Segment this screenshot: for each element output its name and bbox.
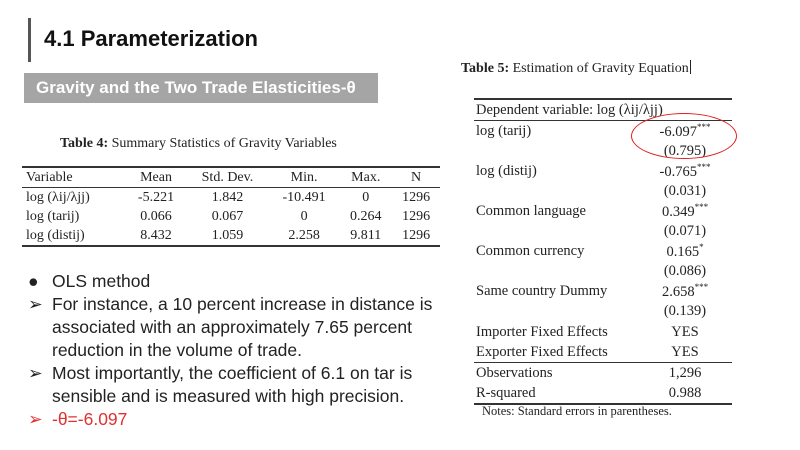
table-row [22,188,440,208]
row-label: R-squared [474,383,638,404]
row-value: 0.988 [638,383,732,404]
row-value: YES [671,323,699,340]
table-row [474,383,732,404]
significance-stars: *** [694,282,709,293]
text-cursor [690,60,691,74]
row-label: Observations [474,363,638,384]
table-row [22,226,440,246]
bullet-text: Most importantly, the coefficient of 6.1 on tar is sensible and is measured with high precision. [52,363,413,406]
table-cell: 0 [362,189,370,205]
table-cell: 2.258 [269,226,339,246]
table-cell: 8.432 [126,226,186,246]
table5-notes: Notes: Standard errors in parentheses. [482,404,672,418]
table-cell: -10.491 [282,189,326,205]
table4-header-cell: Max. [339,167,392,188]
coefficient-value: 0.349 [661,203,695,220]
arrow-bullet-icon: ➢ [28,294,43,314]
row-value: 1,296 [638,363,732,384]
section-banner [24,73,378,103]
coefficient-value: -6.097 [659,123,697,140]
table-cell: 1.842 [211,189,244,205]
bullet-text: For instance, a 10 percent increase in distance is associated with an approximately 7.65 percent reduction in the volume of trade. [52,294,433,360]
coefficient-value: 2.658 [661,284,695,301]
significance-stars: *** [696,161,711,172]
table-cell: 0.066 [140,208,172,224]
row-label: log (tarij) [476,122,532,139]
bullet-list [28,270,448,431]
table4-header-cell: Std. Dev. [186,167,269,188]
coefficient-cell [638,161,732,181]
table4-label: Table 4: [60,136,109,151]
dependent-variable-label: Dependent variable: log (λij/λjj) [474,99,732,121]
bullet-item-highlight [28,408,448,431]
coefficient-value: 0.165 [666,244,700,261]
table-row [474,161,732,181]
significance-stars: *** [694,202,709,213]
slide-title: 4.1 Parameterization [44,26,258,51]
table-cell: 1296 [392,226,440,246]
standard-error: (0.139) [663,303,707,320]
table-row [474,242,732,262]
table-row [474,302,732,322]
table-cell: log (λij/λjj) [26,189,90,205]
bullet-item [28,270,448,293]
coefficient-cell [638,201,732,221]
table-row [22,207,440,226]
table5-caption [461,60,691,77]
section-banner-label: Gravity and the Two Trade Elasticities-θ [36,78,356,97]
row-value: YES [671,343,699,360]
arrow-bullet-icon: ➢ [28,409,43,429]
table-row [474,342,732,363]
standard-error: (0.086) [663,263,707,280]
coefficient-cell [638,282,732,302]
table-cell: log (distij) [22,226,126,246]
arrow-bullet-icon: ➢ [28,363,43,383]
table-row [474,322,732,342]
table4-header-row [22,167,440,188]
standard-error: (0.071) [663,223,707,240]
row-label: Common currency [476,243,585,260]
table5-label: Table 5: [461,61,510,76]
row-label: Common language [476,203,586,220]
table-row [474,363,732,384]
bullet-dot-icon: ● [28,271,39,291]
highlight-ellipse [631,113,737,159]
significance-stars: *** [696,121,711,132]
table-cell: 0.264 [349,208,382,224]
table-cell: 1.059 [186,226,269,246]
table-cell: 0 [300,208,308,224]
table-cell: log (tarij) [26,208,80,224]
table-cell: -5.221 [137,189,175,205]
table4-header-cell: Min. [269,167,339,188]
theta-value-text: -θ=-6.097 [52,409,128,429]
table-row [474,282,732,302]
table-cell: 9.811 [339,226,392,246]
standard-error: (0.795) [663,142,707,159]
coefficient-value: -0.765 [659,163,697,180]
table4-header-cell: Variable [22,167,126,188]
significance-stars: * [699,242,704,253]
bullet-text: OLS method [52,271,151,291]
standard-error: (0.031) [663,182,707,199]
table-cell: 1296 [402,189,431,205]
table5-caption-text: Estimation of Gravity Equation [512,61,689,76]
bullet-item [28,362,448,408]
bullet-item [28,293,448,362]
table4-caption [60,136,337,152]
row-label: Importer Fixed Effects [476,323,608,340]
title-accent-bar [28,18,31,62]
row-label: log (distij) [476,162,537,179]
table-row [474,222,732,242]
coefficient-cell [638,242,732,262]
table4-header-cell: N [392,167,440,188]
table-row [474,201,732,221]
row-label: Same country Dummy [476,283,608,300]
table4-header-cell: Mean [126,167,186,188]
table4-caption-text: Summary Statistics of Gravity Variables [111,136,337,151]
table-cell: 1296 [402,208,431,224]
table-row [474,181,732,201]
row-label: Exporter Fixed Effects [476,343,608,360]
summary-statistics-table [22,166,440,247]
table-cell: 0.067 [211,208,244,224]
table-row [474,262,732,282]
